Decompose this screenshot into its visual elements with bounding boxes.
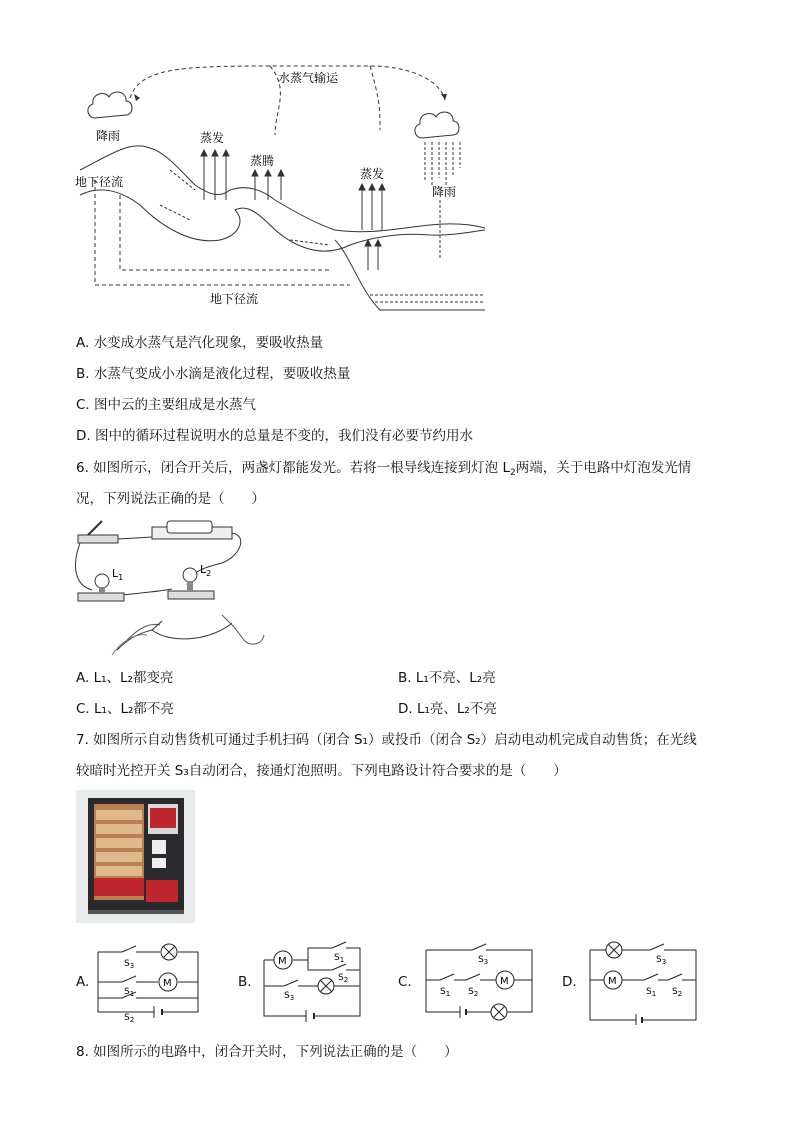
lamp-icon xyxy=(606,942,622,958)
q7-label-b: B. xyxy=(238,974,252,990)
svg-text:S2: $S_2$ xyxy=(672,987,683,998)
q7-circuit-b xyxy=(258,940,370,1025)
svg-text:L2: $L_2$ xyxy=(200,563,212,578)
q7-circuit-a xyxy=(92,940,204,1025)
svg-text:蒸腾: 蒸腾 xyxy=(250,154,275,168)
svg-text:S1: $S_1$ xyxy=(334,953,345,964)
cloud-left-icon xyxy=(88,92,132,118)
lamp-icon xyxy=(161,944,177,960)
q6-option-b: B. L₁不亮、L₂亮 xyxy=(398,670,496,686)
svg-text:地下径流: 地下径流 xyxy=(210,292,259,306)
svg-text:S3: $S_3$ xyxy=(478,955,489,966)
svg-text:降雨: 降雨 xyxy=(432,185,457,199)
q6-stem-line2: 况，下列说法正确的是（ ） xyxy=(76,491,265,507)
q6-option-c: C. L₁、L₂都不亮 xyxy=(76,701,174,717)
q7-stem-line2: 较暗时光控开关 S₃自动闭合，接通灯泡照明。下列电路设计符合要求的是（ ） xyxy=(76,763,567,779)
svg-text:S2: $S_2$ xyxy=(124,1013,135,1024)
svg-text:S1: $S_1$ xyxy=(124,987,135,998)
svg-text:M: M xyxy=(278,956,287,967)
q6-option-a: A. L₁、L₂都变亮 xyxy=(76,670,174,686)
q6-circuit-figure xyxy=(72,515,272,660)
q7-label-c: C. xyxy=(398,974,412,990)
q7-stem-line1: 7. 如图所示自动售货机可通过手机扫码（闭合 S₁）或投币（闭合 S₂）启动电动机完成自动售货；在光线 xyxy=(76,732,697,748)
svg-text:S2: $S_2$ xyxy=(468,987,479,998)
q8-stem-line1: 8. 如图所示的电路中，闭合开关时，下列说法正确的是（ ） xyxy=(76,1044,458,1060)
svg-text:蒸发: 蒸发 xyxy=(360,167,385,181)
svg-text:S3: $S_3$ xyxy=(656,955,667,966)
vending-machine-photo xyxy=(76,790,195,923)
svg-text:降雨: 降雨 xyxy=(96,129,121,143)
svg-text:L1: $L_1$ xyxy=(112,567,124,582)
lamp-icon xyxy=(318,978,334,994)
q6-stem-line1: 6. 如图所示，闭合开关后，两盏灯都能发光。若将一根导线连接到灯泡 $L_2$两端，关于电路中灯泡发光情 xyxy=(76,460,692,478)
q7-circuit-c xyxy=(420,940,538,1025)
q7-label-d: D. xyxy=(562,974,577,990)
motor-icon xyxy=(604,971,622,989)
motor-icon xyxy=(274,951,292,969)
q5-option-d: D. 图中的循环过程说明水的总量是不变的，我们没有必要节约用水 xyxy=(76,428,473,444)
q6-option-d: D. L₁亮、L₂不亮 xyxy=(398,701,497,717)
svg-text:S3: $S_3$ xyxy=(284,991,295,1002)
svg-text:M: M xyxy=(163,978,172,989)
label-transport: 水蒸气输运 xyxy=(278,71,339,85)
svg-text:S1: $S_1$ xyxy=(440,987,451,998)
svg-text:M: M xyxy=(500,976,509,987)
q5-option-a: A. 水变成水蒸气是汽化现象，要吸收热量 xyxy=(76,335,324,351)
motor-icon xyxy=(496,971,514,989)
svg-text:S2: $S_2$ xyxy=(338,973,349,984)
q5-option-c: C. 图中云的主要组成是水蒸气 xyxy=(76,397,257,413)
svg-text:地下径流: 地下径流 xyxy=(75,175,124,189)
svg-text:M: M xyxy=(608,976,617,987)
svg-text:蒸发: 蒸发 xyxy=(200,131,225,145)
motor-icon xyxy=(159,973,177,991)
svg-text:S1: $S_1$ xyxy=(646,987,657,998)
svg-text:S3: $S_3$ xyxy=(124,959,135,970)
lamp-icon xyxy=(491,1004,507,1020)
water-cycle-diagram xyxy=(70,60,490,320)
q5-option-b: B. 水蒸气变成小水滴是液化过程，要吸收热量 xyxy=(76,366,351,382)
q7-circuit-d xyxy=(584,940,702,1025)
q7-label-a: A. xyxy=(76,974,90,990)
